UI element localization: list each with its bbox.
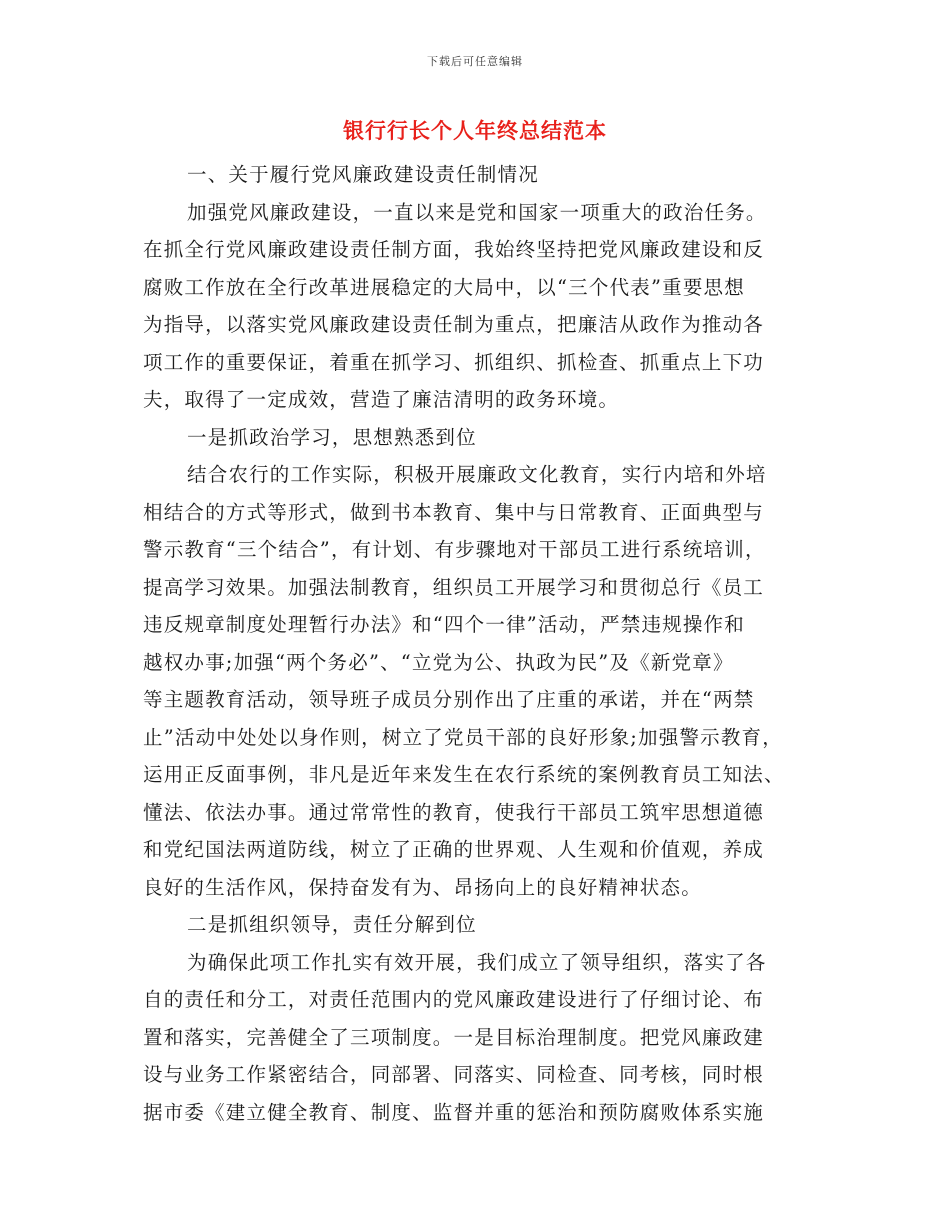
text-line: 运用正反面事例，非凡是近年来发生在农行系统的案例教育员工知法、 xyxy=(143,763,785,786)
text-line: 结合农行的工作实际，积极开展廉政文化教育，实行内培和外培 xyxy=(187,463,767,486)
text-line: 加强党风廉政建设，一直以来是党和国家一项重大的政治任务。 xyxy=(187,200,767,224)
text-line: 夫，取得了一定成效，营造了廉洁清明的政务环境。 xyxy=(143,388,620,411)
text-line: 等主题教育活动，领导班子成员分别作出了庄重的承诺，并在“两禁 xyxy=(143,688,755,711)
text-line: 在抓全行党风廉政建设责任制方面，我始终坚持把党风廉政建设和反 xyxy=(143,238,765,261)
text-line: 警示教育“三个结合”，有计划、有步骤地对干部员工进行系统培训， xyxy=(143,538,766,561)
text-line: 相结合的方式等形式，做到书本教育、集中与日常教育、正面典型与 xyxy=(143,500,765,524)
document-body xyxy=(143,156,819,1131)
text-line: 违反规章制度处理暂行办法》和“四个一律”活动，严禁违规操作和 xyxy=(143,613,745,636)
text-line: 据市委《建立健全教育、制度、监督并重的惩治和预防腐败体系实施 xyxy=(143,1100,765,1124)
text-line: 止”活动中处处以身作则，树立了党员干部的良好形象;加强警示教育， xyxy=(143,725,783,749)
text-line: 提高学习效果。加强法制教育，组织员工开展学习和贯彻总行《员工 xyxy=(143,575,765,599)
text-line: 和党纪国法两道防线，树立了正确的世界观、人生观和价值观，养成 xyxy=(143,838,765,861)
text-line: 自的责任和分工，对责任范围内的党风廉政建设进行了仔细讨论、布 xyxy=(143,988,765,1011)
text-line: 一、关于履行党风廉政建设责任制情况 xyxy=(187,163,539,186)
text-line: 良好的生活作风，保持奋发有为、昂扬向上的良好精神状态。 xyxy=(143,875,702,899)
text-line: 懂法、依法办事。通过常常性的教育，使我行干部员工筑牢思想道德 xyxy=(143,800,765,824)
text-line: 越权办事;加强“两个务必”、“立党为公、执政为民”及《新党章》 xyxy=(143,650,734,674)
text-line: 二是抓组织领导，责任分解到位 xyxy=(187,913,477,936)
page-header-note: 下载后可任意编辑 xyxy=(427,55,523,68)
text-line: 腐败工作放在全行改革进展稳定的大局中，以“三个代表”重要思想 xyxy=(143,275,745,299)
document-title: 银行行长个人年终总结范本 xyxy=(343,118,607,143)
text-line: 为确保此项工作扎实有效开展，我们成立了领导组织，落实了各 xyxy=(187,950,767,974)
text-line: 置和落实，完善健全了三项制度。一是目标治理制度。把党风廉政建 xyxy=(143,1025,765,1049)
text-line: 一是抓政治学习，思想熟悉到位 xyxy=(187,425,477,449)
text-line: 为指导，以落实党风廉政建设责任制为重点，把廉洁从政作为推动各 xyxy=(143,313,765,336)
text-line: 设与业务工作紧密结合，同部署、同落实、同检查、同考核，同时根 xyxy=(143,1063,765,1086)
text-line: 项工作的重要保证，着重在抓学习、抓组织、抓检查、抓重点上下功 xyxy=(143,350,765,374)
